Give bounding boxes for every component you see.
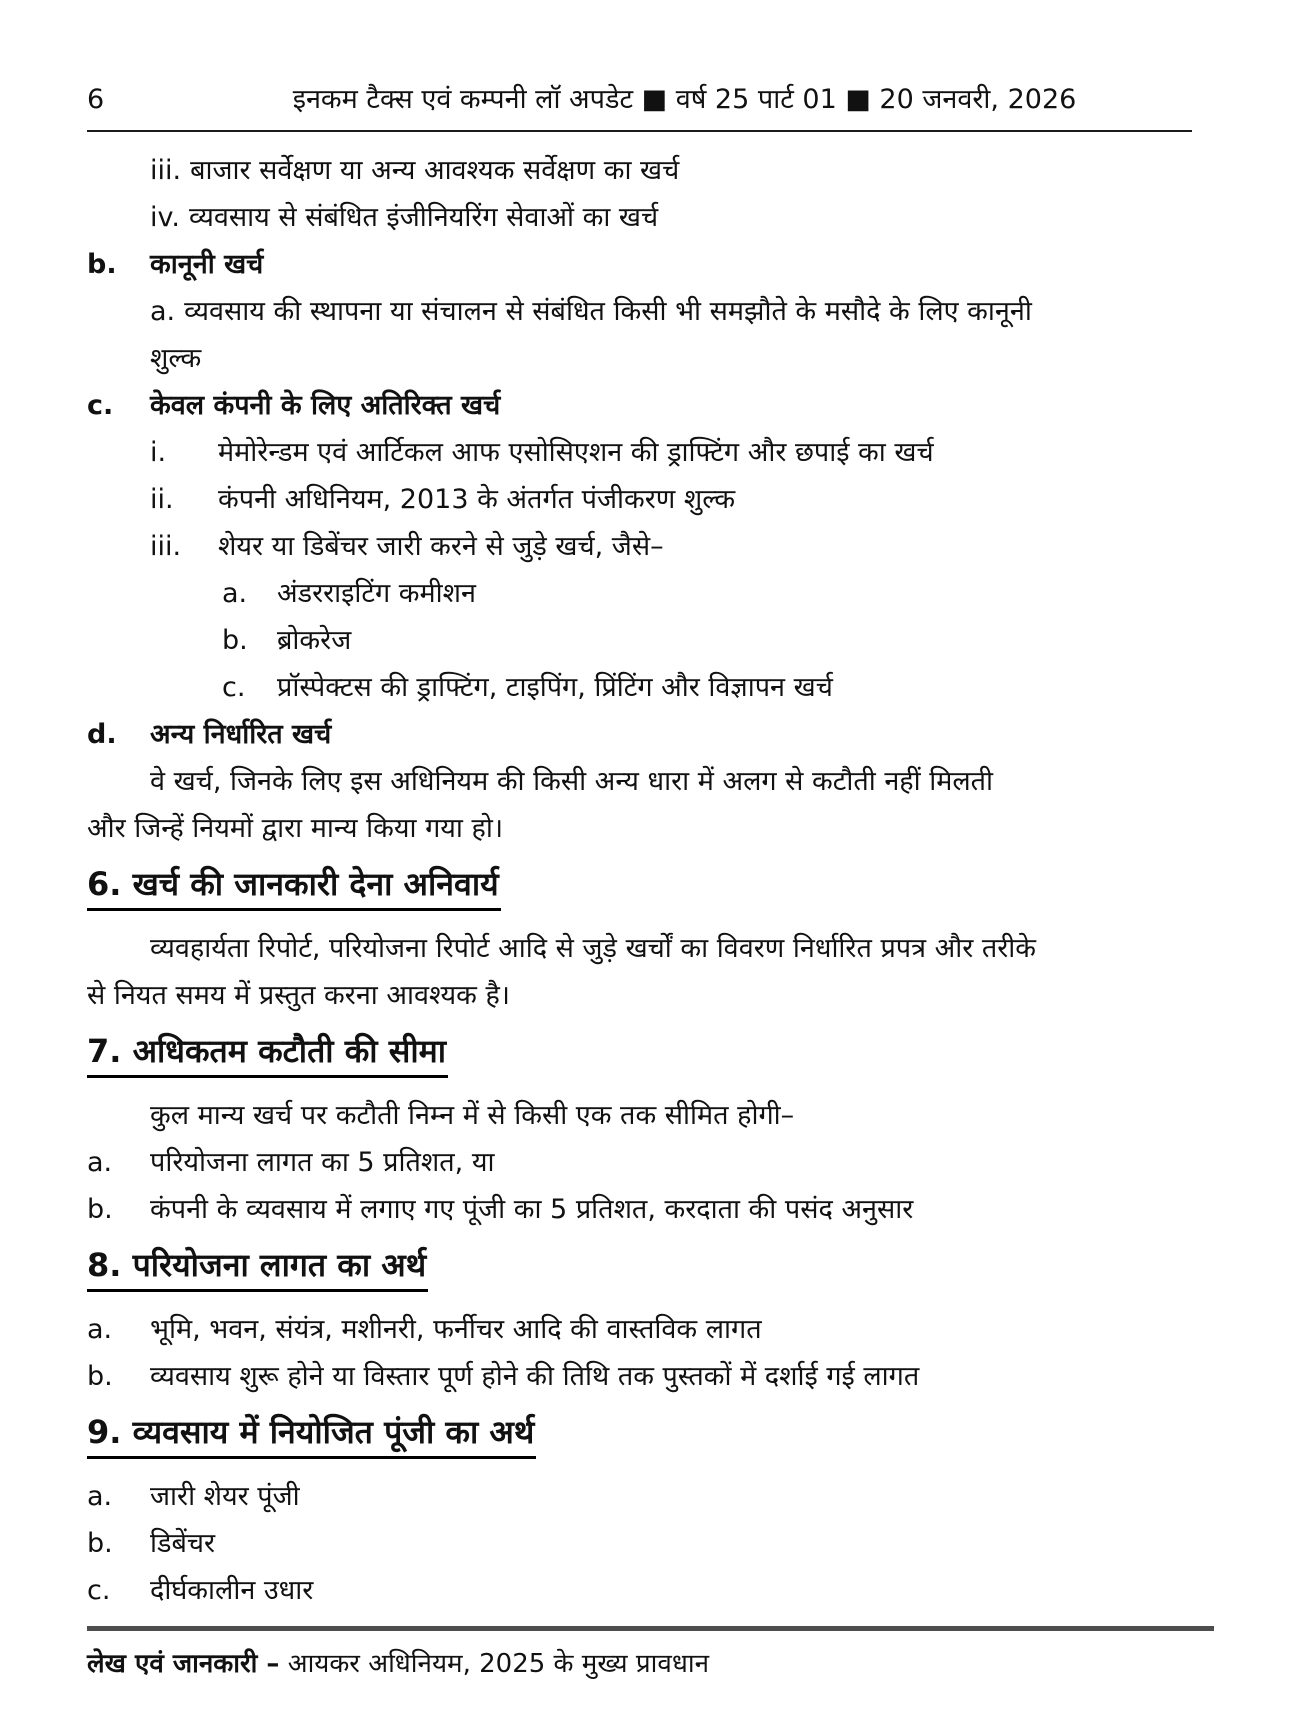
list-marker: i. xyxy=(150,437,167,468)
page-body xyxy=(87,147,1192,1614)
list-item xyxy=(87,1520,1192,1567)
page-footer xyxy=(87,1643,1214,1685)
list-item xyxy=(150,288,1192,335)
header-title: इनकम टैक्स एवं कम्पनी लॉ अपडेट ■ वर्ष 25 पार्ट 01 ■ 20 जनवरी, 2026 xyxy=(292,84,1077,115)
section-heading-9 xyxy=(87,1412,1192,1463)
list-text: व्यवसाय की स्थापना या संचालन से संबंधित किसी भी समझौते के मसौदे के लिए कानूनी xyxy=(184,296,1032,327)
list-marker: b. xyxy=(87,1194,113,1225)
list-item xyxy=(222,617,1192,664)
list-text: शुल्क xyxy=(150,343,202,374)
paragraph-line: कुल मान्य खर्च पर कटौती निम्न में से किसी एक तक सीमित होगी– xyxy=(150,1100,795,1131)
list-marker: a. xyxy=(87,1314,113,1345)
list-item xyxy=(150,194,1192,241)
section-heading-text: 7. अधिकतम कटौती की सीमा xyxy=(87,1031,448,1078)
list-item xyxy=(87,241,1192,288)
list-item xyxy=(87,1567,1192,1614)
list-marker: b. xyxy=(87,1361,113,1392)
list-text: जारी शेयर पूंजी xyxy=(150,1481,300,1512)
list-marker: b. xyxy=(87,249,117,280)
paragraph-line: से नियत समय में प्रस्तुत करना आवश्यक है। xyxy=(87,980,511,1011)
list-marker: iv. xyxy=(150,202,180,233)
list-text: व्यवसाय शुरू होने या विस्तार पूर्ण होने की तिथि तक पुस्तकों में दर्शाई गई लागत xyxy=(150,1361,920,1392)
list-marker: iii. xyxy=(150,155,182,186)
list-text: बाजार सर्वेक्षण या अन्य आवश्यक सर्वेक्षण का खर्च xyxy=(190,155,680,186)
list-text: अंडरराइटिंग कमीशन xyxy=(277,578,477,609)
section-heading-text: 8. परियोजना लागत का अर्थ xyxy=(87,1245,428,1292)
list-text: कंपनी के व्यवसाय में लगाए गए पूंजी का 5 प्रतिशत, करदाता की पसंद अनुसार xyxy=(150,1194,914,1225)
paragraph-line: वे खर्च, जिनके लिए इस अधिनियम की किसी अन्य धारा में अलग से कटौती नहीं मिलती xyxy=(150,766,994,797)
list-marker: a. xyxy=(87,1481,113,1512)
header-divider xyxy=(87,130,1192,132)
list-text: ब्रोकरेज xyxy=(277,625,352,656)
list-item xyxy=(87,711,1192,758)
list-marker: iii. xyxy=(150,531,182,562)
list-item xyxy=(87,1306,1192,1353)
list-item xyxy=(87,1139,1192,1186)
list-marker: a. xyxy=(150,296,176,327)
list-marker: c. xyxy=(87,390,114,421)
list-marker: c. xyxy=(222,672,246,703)
list-item xyxy=(87,1353,1192,1400)
page-number: 6 xyxy=(87,84,105,115)
footer-divider xyxy=(87,1626,1214,1631)
list-item xyxy=(222,570,1192,617)
list-text: केवल कंपनी के लिए अतिरिक्त खर्च xyxy=(150,390,501,421)
page-header xyxy=(87,84,1192,116)
list-marker: ii. xyxy=(150,484,174,515)
list-marker: a. xyxy=(87,1147,113,1178)
list-item xyxy=(87,1186,1192,1233)
list-text: अन्य निर्धारित खर्च xyxy=(150,719,332,750)
list-item xyxy=(150,429,1192,476)
list-text: दीर्घकालीन उधार xyxy=(150,1575,314,1606)
list-item xyxy=(87,382,1192,429)
list-item xyxy=(150,523,1192,570)
footer-label: लेख एवं जानकारी – xyxy=(87,1649,280,1679)
list-marker: a. xyxy=(222,578,248,609)
footer-text: आयकर अधिनियम, 2025 के मुख्य प्रावधान xyxy=(287,1649,710,1679)
list-text: कंपनी अधिनियम, 2013 के अंतर्गत पंजीकरण शुल्क xyxy=(218,484,736,515)
list-text: व्यवसाय से संबंधित इंजीनियरिंग सेवाओं का खर्च xyxy=(188,202,659,233)
section-heading-text: 9. व्यवसाय में नियोजित पूंजी का अर्थ xyxy=(87,1412,536,1459)
list-item xyxy=(87,1473,1192,1520)
section-heading-6 xyxy=(87,864,1192,915)
list-item xyxy=(222,664,1192,711)
list-item-continuation xyxy=(150,335,1192,382)
list-text: मेमोरेन्डम एवं आर्टिकल आफ एसोसिएशन की ड्राफ्टिंग और छपाई का खर्च xyxy=(218,437,934,468)
list-item xyxy=(150,147,1192,194)
list-marker: c. xyxy=(87,1575,111,1606)
list-marker: d. xyxy=(87,719,117,750)
list-marker: b. xyxy=(87,1528,113,1559)
list-text: भूमि, भवन, संयंत्र, मशीनरी, फर्नीचर आदि की वास्तविक लागत xyxy=(150,1314,762,1345)
list-text: डिबेंचर xyxy=(150,1528,216,1559)
section-heading-text: 6. खर्च की जानकारी देना अनिवार्य xyxy=(87,864,501,911)
list-text: शेयर या डिबेंचर जारी करने से जुड़े खर्च, जैसे– xyxy=(218,531,664,562)
list-text: परियोजना लागत का 5 प्रतिशत, या xyxy=(150,1147,495,1178)
list-text: कानूनी खर्च xyxy=(150,249,264,280)
paragraph-line: और जिन्हें नियमों द्वारा मान्य किया गया हो। xyxy=(87,813,504,844)
list-text: प्रॉस्पेक्टस की ड्राफ्टिंग, टाइपिंग, प्रिंटिंग और विज्ञापन खर्च xyxy=(277,672,833,703)
section-heading-8 xyxy=(87,1245,1192,1296)
list-item xyxy=(150,476,1192,523)
section-heading-7 xyxy=(87,1031,1192,1082)
paragraph-line: व्यवहार्यता रिपोर्ट, परियोजना रिपोर्ट आदि से जुड़े खर्चों का विवरण निर्धारित प्रपत्र और तरीके xyxy=(150,933,1037,964)
list-marker: b. xyxy=(222,625,248,656)
